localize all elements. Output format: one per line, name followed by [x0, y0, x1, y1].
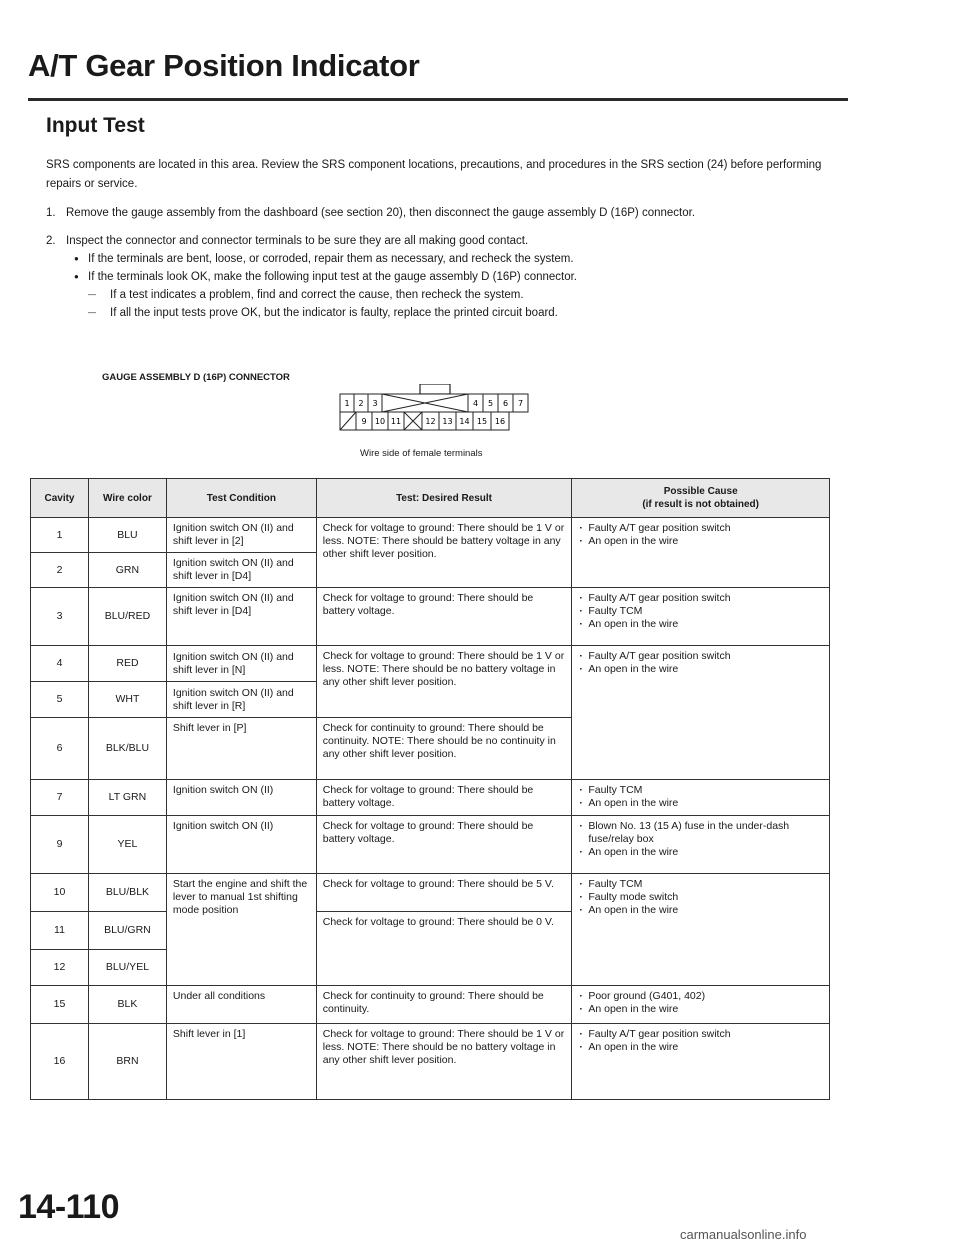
wire-cell: BLU/YEL [88, 950, 166, 986]
condition-cell: Shift lever in [1] [166, 1024, 316, 1100]
bullet-item: ● If the terminals are bent, loose, or corroded, repair them as necessary, and recheck the system. [66, 250, 846, 268]
table-row [31, 986, 830, 1024]
header-wire-color: Wire color [88, 479, 166, 518]
step-2 [46, 232, 846, 322]
step-text: Remove the gauge assembly from the dashboard (see section 20), then disconnect the gauge assembly D (16P) connector. [66, 207, 696, 219]
result-cell: Check for voltage to ground: There should be 1 V or less. NOTE: There should be no battery voltage in any other shift lever position. [316, 1024, 572, 1100]
cavity-cell: 6 [31, 718, 89, 780]
condition-cell: Start the engine and shift the lever to manual 1st shifting mode position [166, 874, 316, 986]
cause-cell [572, 518, 830, 588]
procedure-steps [46, 204, 846, 332]
result-cell: Check for voltage to ground: There should be 1 V or less. NOTE: There should be no battery voltage in any other shift lever position. [316, 646, 572, 718]
cause-item: · An open in the wire [578, 904, 823, 917]
cause-item: · Faulty A/T gear position switch [578, 592, 823, 605]
wire-cell: BLU [88, 518, 166, 553]
result-cell: Check for voltage to ground: There should be 1 V or less. NOTE: There should be battery voltage in any other shift lever position. [316, 518, 572, 588]
wire-cell: YEL [88, 816, 166, 874]
cause-item: · Poor ground (G401, 402) [578, 990, 823, 1003]
dash-list [88, 286, 846, 322]
connector-diagram [338, 384, 532, 434]
cause-item: · An open in the wire [578, 618, 823, 631]
table-row [31, 646, 830, 682]
cause-item: · Blown No. 13 (15 A) fuse in the under-dash fuse/relay box [578, 820, 823, 846]
condition-cell: Under all conditions [166, 986, 316, 1024]
terminal-number: 12 [425, 417, 436, 426]
cause-cell [572, 780, 830, 816]
condition-cell: Ignition switch ON (II) and shift lever in [2] [166, 518, 316, 553]
table-row [31, 1024, 830, 1100]
result-cell: Check for voltage to ground: There should be 0 V. [316, 912, 572, 986]
cavity-cell: 12 [31, 950, 89, 986]
cause-item: · Faulty TCM [578, 605, 823, 618]
cause-item: · An open in the wire [578, 846, 823, 859]
terminal-number: 15 [476, 417, 488, 426]
table-row [31, 588, 830, 646]
cause-cell [572, 874, 830, 986]
condition-cell: Ignition switch ON (II) and shift lever in [N] [166, 646, 316, 682]
wire-cell: WHT [88, 682, 166, 718]
srs-warning-text: SRS components are located in this area. Review the SRS component locations, precautions, and procedures in the SRS section (24) before performing repairs or service. [46, 159, 822, 190]
table-row [31, 780, 830, 816]
cause-item: · An open in the wire [578, 535, 823, 548]
terminal-number: 9 [361, 417, 367, 426]
cause-item: · Faulty TCM [578, 784, 823, 797]
terminal-number: 3 [372, 399, 378, 408]
condition-cell: Ignition switch ON (II) and shift lever in [R] [166, 682, 316, 718]
terminal-number: 5 [487, 399, 494, 408]
table-row [31, 518, 830, 553]
cavity-cell: 9 [31, 816, 89, 874]
result-cell: Check for voltage to ground: There should be battery voltage. [316, 780, 572, 816]
terminal-number: 14 [459, 417, 470, 426]
terminal-number: 13 [442, 417, 453, 426]
header-test-condition: Test Condition [166, 479, 316, 518]
cavity-cell: 15 [31, 986, 89, 1024]
wire-cell: BLK/BLU [88, 718, 166, 780]
wire-cell: BLU/GRN [88, 912, 166, 950]
wire-cell: BLU/BLK [88, 874, 166, 912]
cavity-cell: 10 [31, 874, 89, 912]
condition-cell: Ignition switch ON (II) [166, 780, 316, 816]
cause-cell [572, 1024, 830, 1100]
header-cause-title: Possible Cause [663, 486, 738, 497]
result-cell: Check for voltage to ground: There should be battery voltage. [316, 816, 572, 874]
cavity-cell: 7 [31, 780, 89, 816]
connector-top-row [340, 394, 528, 412]
step-body [66, 232, 846, 322]
step-number: 2. [46, 235, 56, 247]
terminal-number: 1 [344, 399, 350, 408]
cavity-cell: 3 [31, 588, 89, 646]
cavity-cell: 5 [31, 682, 89, 718]
step-text: Inspect the connector and connector terminals to be sure they are all making good contact. [66, 235, 529, 247]
terminal-number: 4 [472, 399, 479, 408]
result-cell: Check for continuity to ground: There should be continuity. NOTE: There should be no continuity in any other shift lever position. [316, 718, 572, 780]
cavity-cell: 4 [31, 646, 89, 682]
cause-item: · Faulty TCM [578, 878, 823, 891]
wire-cell: BLK [88, 986, 166, 1024]
header-cause-subtitle: (if result is not obtained) [642, 499, 759, 510]
step-1 [46, 204, 846, 222]
cavity-cell: 2 [31, 553, 89, 588]
cause-item: · Faulty A/T gear position switch [578, 650, 823, 663]
header-possible-cause [572, 479, 830, 518]
cause-cell [572, 646, 830, 780]
bullet-text: If the terminals look OK, make the following input test at the gauge assembly D (16P) connector. [88, 271, 578, 283]
cause-item: · Faulty mode switch [578, 891, 823, 904]
bullet-item [66, 268, 846, 322]
terminal-number: 11 [390, 417, 402, 426]
page-title: A/T Gear Position Indicator [28, 48, 420, 83]
terminal-number: 2 [358, 399, 364, 408]
wire-cell: RED [88, 646, 166, 682]
header-desired-result: Test: Desired Result [316, 479, 572, 518]
wire-cell: BRN [88, 1024, 166, 1100]
wire-cell: LT GRN [88, 780, 166, 816]
result-cell: Check for voltage to ground: There should be 5 V. [316, 874, 572, 912]
condition-cell: Ignition switch ON (II) and shift lever in [D4] [166, 588, 316, 646]
connector-bottom-row [340, 412, 509, 430]
dash-item: — If all the input tests prove OK, but the indicator is faulty, replace the printed circuit board. [88, 304, 846, 322]
title-rule [28, 98, 848, 101]
wire-cell: GRN [88, 553, 166, 588]
result-cell: Check for continuity to ground: There should be continuity. [316, 986, 572, 1024]
wire-cell: BLU/RED [88, 588, 166, 646]
cause-cell [572, 986, 830, 1024]
result-cell: Check for voltage to ground: There should be battery voltage. [316, 588, 572, 646]
terminal-number: 10 [374, 417, 386, 426]
cause-cell [572, 816, 830, 874]
cause-item: · An open in the wire [578, 1003, 823, 1016]
section-title: Input Test [46, 114, 145, 137]
terminal-number: 16 [494, 417, 506, 426]
cause-item: · Faulty A/T gear position switch [578, 522, 823, 535]
cause-cell [572, 588, 830, 646]
table-header-row [31, 479, 830, 518]
terminal-number: 6 [502, 399, 509, 408]
cause-item: · An open in the wire [578, 1041, 823, 1054]
condition-cell: Shift lever in [P] [166, 718, 316, 780]
page-number: 14-110 [18, 1188, 119, 1226]
condition-cell: Ignition switch ON (II) and shift lever in [D4] [166, 553, 316, 588]
cavity-cell: 11 [31, 912, 89, 950]
connector-label: GAUGE ASSEMBLY D (16P) CONNECTOR [102, 372, 290, 383]
cause-item: · An open in the wire [578, 663, 823, 676]
cause-item: · Faulty A/T gear position switch [578, 1028, 823, 1041]
header-cavity: Cavity [31, 479, 89, 518]
watermark: carmanualsonline.info [680, 1227, 807, 1242]
condition-cell: Ignition switch ON (II) [166, 816, 316, 874]
connector-note: Wire side of female terminals [360, 448, 483, 459]
cavity-cell: 1 [31, 518, 89, 553]
terminal-number: 7 [517, 399, 524, 408]
input-test-table [30, 478, 830, 1100]
cause-item: · An open in the wire [578, 797, 823, 810]
bullet-list [66, 250, 846, 322]
cavity-cell: 16 [31, 1024, 89, 1100]
step-number: 1. [46, 207, 56, 219]
dash-item: — If a test indicates a problem, find and correct the cause, then recheck the system. [88, 286, 846, 304]
table-row [31, 816, 830, 874]
table-row [31, 874, 830, 912]
